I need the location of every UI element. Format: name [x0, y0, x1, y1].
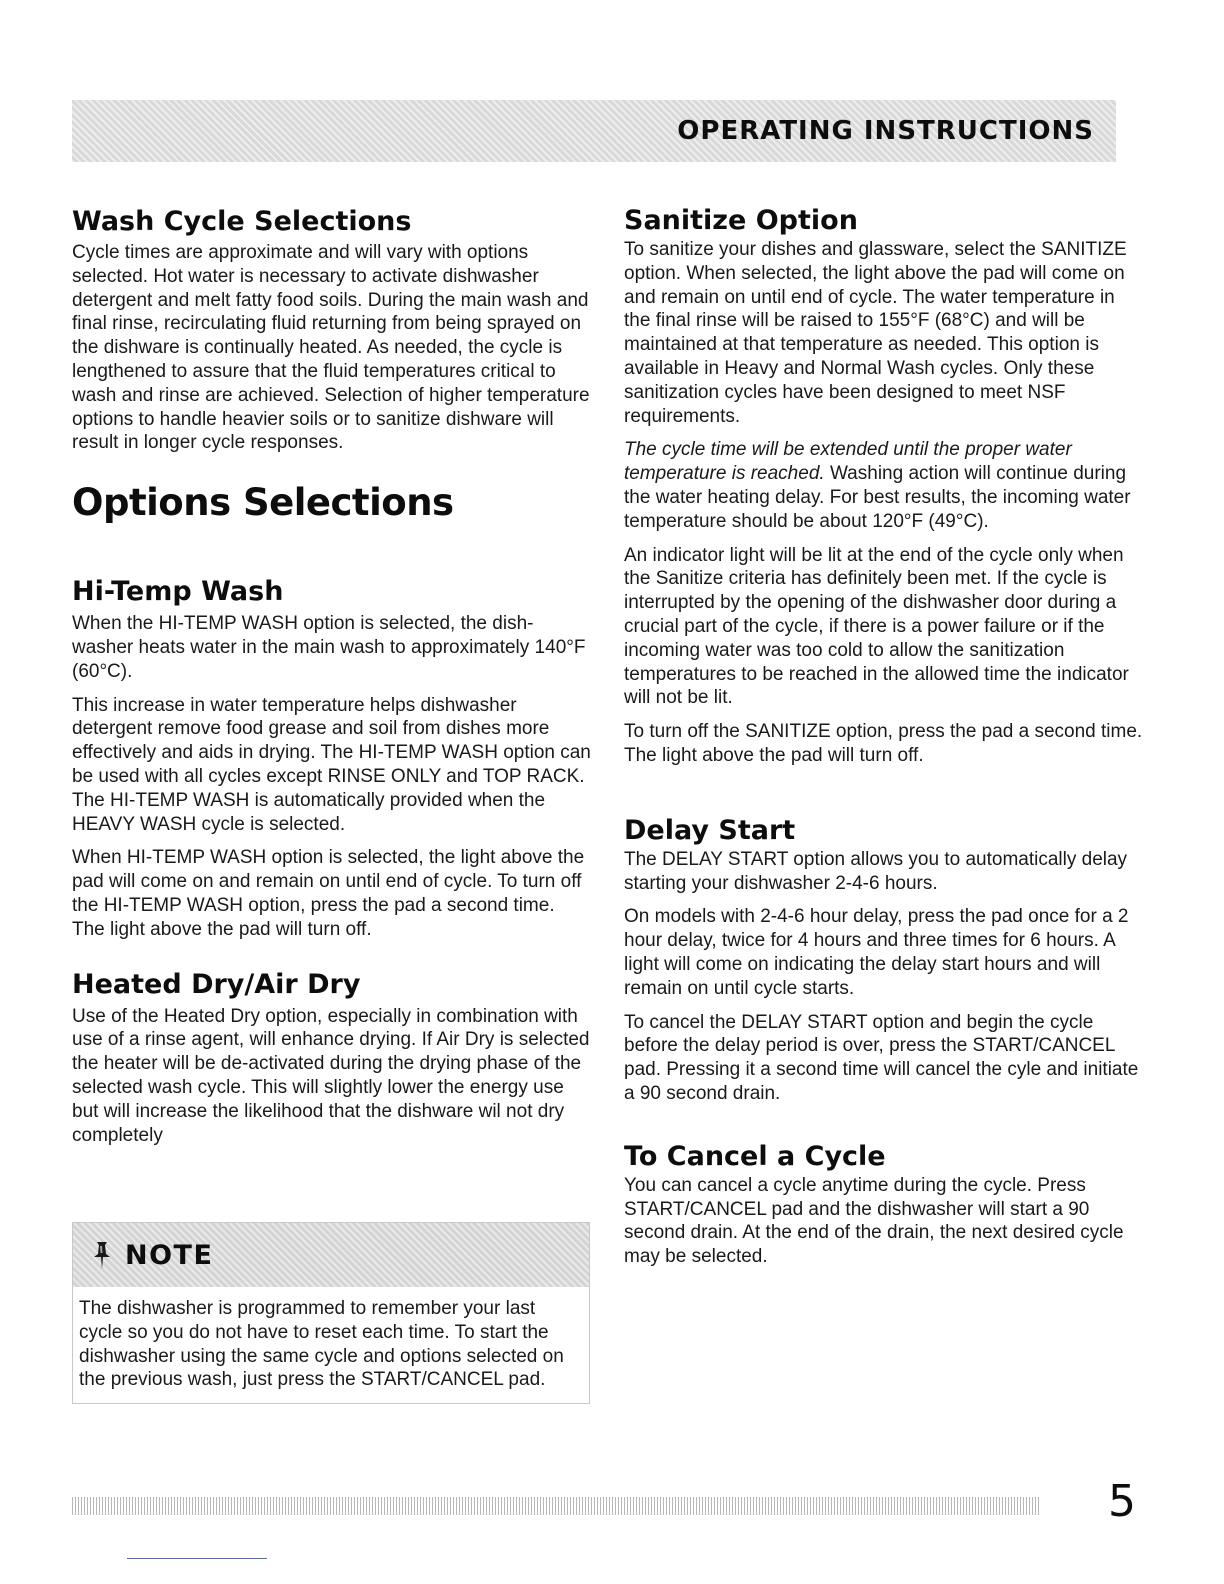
- left-column: [72, 205, 592, 1157]
- hi-temp-paragraph-1: When the HI-TEMP WASH option is selected, the dish-washer heats water in the main wash to approximately 140°F (60°C).: [72, 613, 586, 682]
- note-title: NOTE: [125, 1239, 214, 1271]
- delay-start-heading: Delay Start: [624, 814, 796, 846]
- pushpin-icon: [91, 1240, 113, 1270]
- wash-cycle-paragraph: Cycle times are approximate and will vary with options selected. Hot water is necessary to activate dishwasher detergent and melt fatty food soils. During the main wash and final rinse, recirculating fluid returning from being sprayed on the dishware is continually heated. As needed, the cycle is lengthened to assure that the fluid temperatures critical to wash and rinse are achieved. Selection of higher temperature options to handle heavier soils or to sanitize dishware will result in longer cycle responses.: [72, 242, 590, 454]
- note-header: [73, 1223, 589, 1287]
- delay-start-paragraph-3: To cancel the DELAY START option and begin the cycle before the delay period is over, press the START/CANCEL pad. Pressing it a second time will cancel the cyle and initiate a 90 second drain.: [624, 1011, 1139, 1104]
- note-text: The dishwasher is programmed to remember your last cycle so you do not have to reset each time. To start the dishwasher using the same cycle and options selected on the previous wash, just press the START/CANCEL pad.: [79, 1298, 564, 1391]
- sanitize-heading: Sanitize Option: [624, 205, 858, 236]
- header-band: [72, 100, 1116, 162]
- hi-temp-wash-heading: Hi-Temp Wash: [72, 576, 284, 608]
- delay-start-paragraph-1: The DELAY START option allows you to automatically delay starting your dishwasher 2-4-6 hours.: [624, 848, 1128, 894]
- sanitize-paragraph-2-rest: Washing action will continue during the water heating delay. For best results, the incoming water temperature should be about 120°F (49°C).: [624, 463, 1131, 532]
- sanitize-paragraph-1: To sanitize your dishes and glassware, select the SANITIZE option. When selected, the light above the pad will come on and remain on until end of cycle. The water temperature in the final rinse will be raised to 155°F (68°C) and will be maintained at that temperature as needed. This option is available in Heavy and Normal Wash cycles. Only these sanitization cycles have been designed to meet NSF requirements.: [624, 239, 1127, 427]
- cancel-cycle-heading: To Cancel a Cycle: [624, 1140, 886, 1172]
- hi-temp-paragraph-3: When HI-TEMP WASH option is selected, the light above the pad will come on and remain on until end of cycle. To turn off the HI-TEMP WASH option, press the pad a second time. The light above the pad will turn off.: [72, 847, 585, 940]
- right-column: [624, 204, 1144, 1279]
- sanitize-paragraph-4: To turn off the SANITIZE option, press the pad a second time. The light above the pad will turn off.: [624, 721, 1143, 766]
- heated-dry-paragraph: Use of the Heated Dry option, especially in combination with use of a rinse agent, will enhance drying. If Air Dry is selected the heater will be de-activated during the drying phase of the selected wash cycle. This will slightly lower the energy use but will increase the likelihood that the dishware wil not dry completely: [72, 1005, 590, 1146]
- note-box: [72, 1222, 590, 1404]
- sanitize-paragraph-3: An indicator light will be lit at the end of the cycle only when the Sanitize criteria has definitely been met. If the cycle is interrupted by the opening of the dishwasher door during a crucial part of the cycle, if there is a power failure or if the incoming water was too cold to allow the sanitization temperatures to be reached in the allowed time the indicator will not be lit.: [624, 544, 1129, 709]
- options-selections-heading: Options Selections: [72, 481, 454, 525]
- delay-start-paragraph-2: On models with 2-4-6 hour delay, press the pad once for a 2 hour delay, twice for 4 hours and three times for 6 hours. A light will come on indicating the delay start hours and will remain on until cycle starts.: [624, 906, 1129, 999]
- heated-dry-heading: Heated Dry/Air Dry: [72, 968, 361, 1000]
- hi-temp-paragraph-2: This increase in water temperature helps dishwasher detergent remove food grease and soil from dishes more effectively and aids in drying. The HI-TEMP WASH option can be used with all cycles except RINSE ONLY and TOP RACK. The HI-TEMP WASH is automatically provided when the HEAVY WASH cycle is selected.: [72, 694, 591, 835]
- wash-cycle-heading: Wash Cycle Selections: [72, 206, 412, 237]
- page-section-title: OPERATING INSTRUCTIONS: [677, 116, 1094, 146]
- bottom-rule: [127, 1558, 267, 1559]
- sanitize-paragraph-2: [624, 438, 1144, 533]
- note-body: [73, 1287, 589, 1392]
- sanitize-italic-text: The cycle time will be extended until the proper water temperature is reached.: [624, 439, 1072, 485]
- cancel-cycle-paragraph: You can cancel a cycle anytime during the cycle. Press START/CANCEL pad and the dishwasher will start a 90 second drain. At the end of the drain, the next desired cycle may be selected.: [624, 1174, 1124, 1268]
- page-number: 5: [1108, 1476, 1136, 1527]
- footer-band: [72, 1497, 1040, 1515]
